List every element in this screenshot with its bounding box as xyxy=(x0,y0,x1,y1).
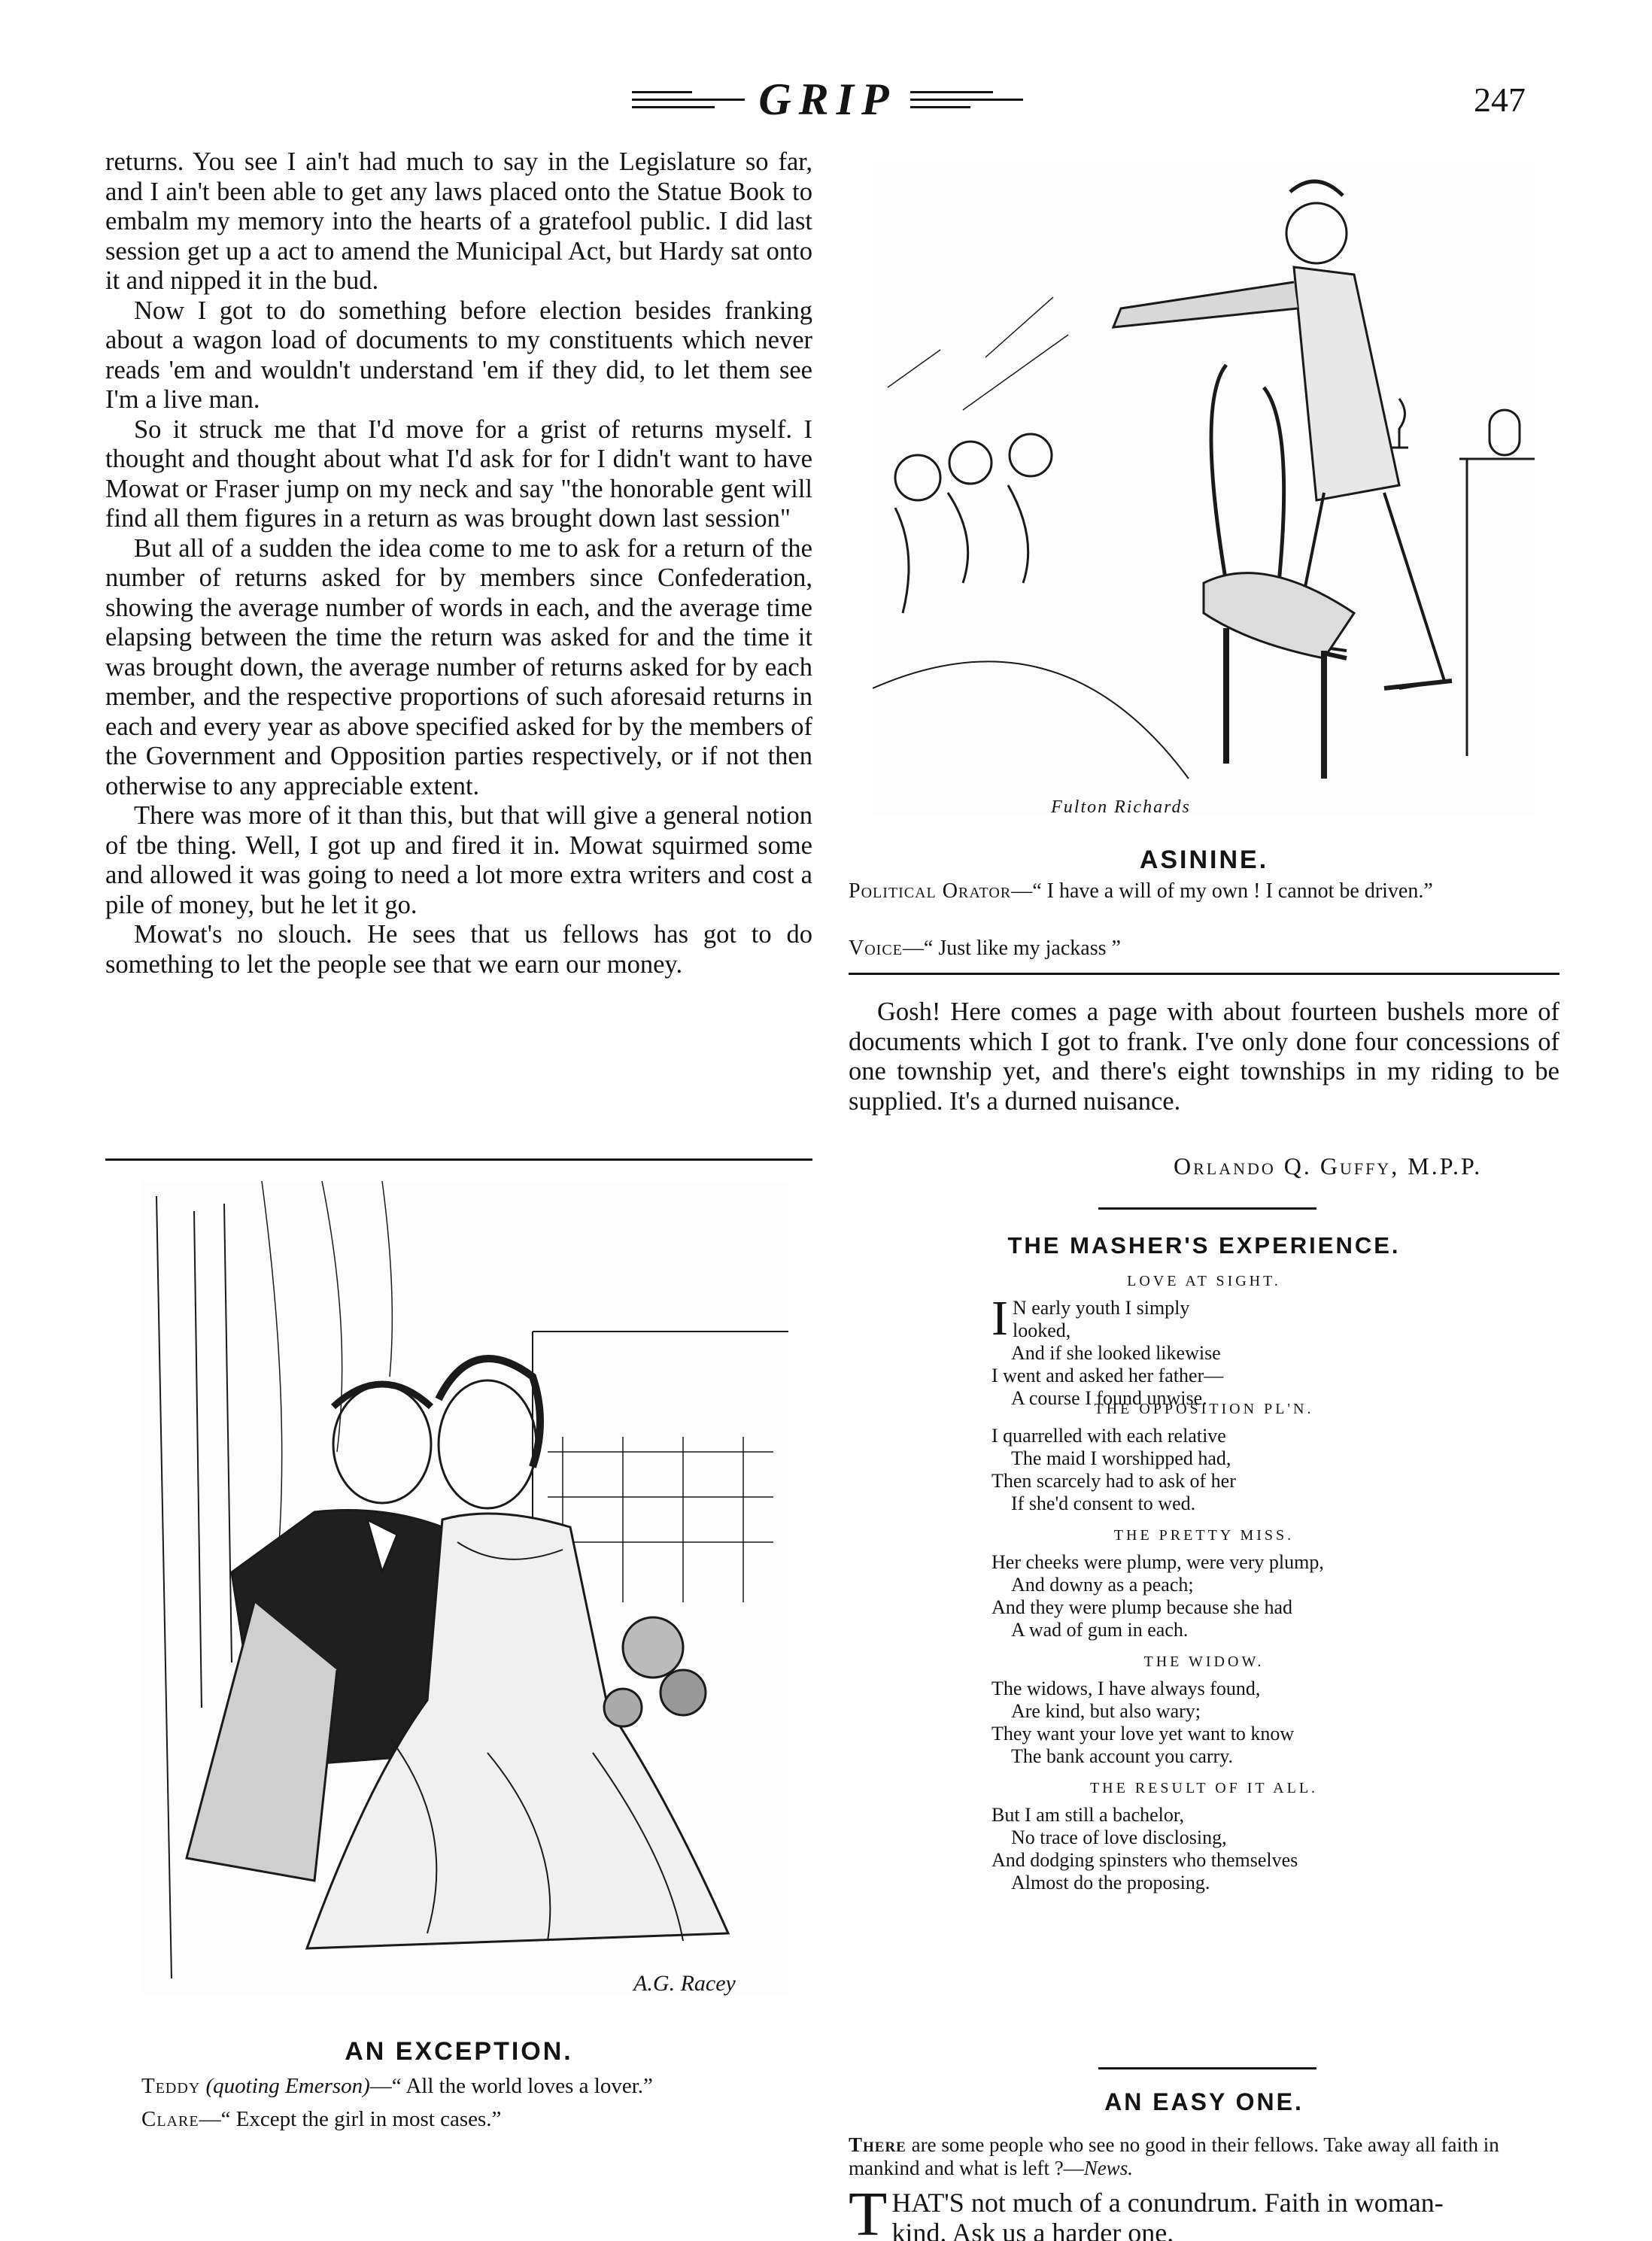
asinine-caption xyxy=(849,879,1559,904)
right-column-text xyxy=(849,998,1559,1116)
exception-drawing xyxy=(141,1181,788,1994)
poem-line: They want your love yet want to know xyxy=(992,1723,1295,1745)
poem-line: And downy as a peach; xyxy=(1011,1574,1194,1596)
paragraph: But all of a sudden the idea come to me to ask for a return of the number of returns asked for by members since Confederation, showing the average number of words in each, and the average time elapsing between the time the return was asked for and the time it was brought down, the average number of returns asked for by each member, and the respective proportions of such aforesaid returns in each and every year as above specified asked for by the members of the Government and Opposition parties respectively, or if not then otherwise to any appreciable extent. xyxy=(105,533,812,800)
poem-line: The bank account you carry. xyxy=(1011,1745,1234,1767)
poem-line: A course I found unwise. xyxy=(1011,1387,1207,1409)
paragraph: Gosh! Here comes a page with about fourteen bushels more of documents which I got to frank. I've only done four concessions of one township yet, and there's eight townships in my riding to be supplied. It's a durned nuisance. xyxy=(849,998,1559,1116)
masthead-title: GRIP xyxy=(758,74,897,124)
easy-one-question xyxy=(849,2133,1559,2180)
poem-line: Then scarcely had to ask of her xyxy=(992,1470,1236,1492)
exception-cartoon xyxy=(141,1181,788,1994)
poem-line: If she'd consent to wed. xyxy=(1011,1492,1196,1514)
paragraph: returns. You see I ain't had much to say in the Legislature so far, and I ain't been able to get any laws placed onto the Statue Book to embalm my memory into the hearts of a gratefool public. I did last session get up a act to amend the Municipal Act, but Hardy sat onto it and nipped it in the bud. xyxy=(105,147,812,295)
poem-line: No trace of love disclosing, xyxy=(1011,1827,1227,1848)
stanza-heading: THE OPPOSITION PL'N. xyxy=(1094,1401,1314,1417)
caption-speaker: Political Orator xyxy=(849,879,1012,903)
poem-line: A wad of gum in each. xyxy=(1011,1619,1189,1641)
exception-caption xyxy=(141,2073,803,2099)
poem-title: THE MASHER'S EXPERIENCE. xyxy=(1007,1232,1401,1259)
masthead xyxy=(572,69,1083,129)
page-header xyxy=(0,69,1652,129)
poem-line: But I am still a bachelor, xyxy=(992,1804,1185,1826)
asinine-drawing xyxy=(873,162,1535,816)
page-number: 247 xyxy=(1474,80,1526,119)
poem-line: Are kind, but also wary; xyxy=(1011,1700,1201,1722)
caption-speaker: Voice xyxy=(849,937,903,960)
column-divider xyxy=(849,973,1559,975)
poem-line: N early youth I simply looked, xyxy=(1012,1297,1190,1341)
column-divider xyxy=(105,1158,812,1161)
left-column-text xyxy=(105,147,812,979)
section-rule xyxy=(1098,1207,1316,1210)
answer-line: HAT'S not much of a conundrum. Faith in woman- xyxy=(891,2188,1444,2218)
caption-aside: (quoting Emerson) xyxy=(205,2074,370,2098)
stanza-1 xyxy=(992,1291,1231,1410)
drop-cap: T xyxy=(849,2179,888,2241)
asinine-title: ASININE. xyxy=(1139,846,1269,874)
stanza-5 xyxy=(992,1804,1298,1894)
poem-line: I quarrelled with each relative xyxy=(992,1425,1226,1447)
stanza-heading: THE RESULT OF IT ALL. xyxy=(1089,1780,1319,1796)
poem-line: And if she looked likewise xyxy=(1011,1342,1221,1364)
easy-one-answer xyxy=(849,2179,1559,2241)
asinine-artist-signature: Fulton Richards xyxy=(1051,797,1191,817)
stanza-3 xyxy=(992,1551,1324,1641)
paragraph: So it struck me that I'd move for a grist of returns myself. I thought and thought about what I'd ask for for I didn't want to have Mowat or Fraser jump on my neck and say "the honorable gent will find all them figures in a return as was brought down last session" xyxy=(105,414,812,533)
exception-artist-signature: A.G. Racey xyxy=(633,1971,736,1996)
caption-quote: —“ Just like my jackass ” xyxy=(902,937,1121,960)
masthead-rule-left xyxy=(632,91,745,108)
asinine-caption-2 xyxy=(849,936,1559,961)
exception-title: AN EXCEPTION. xyxy=(345,2037,573,2066)
poem-line: The maid I worshipped had, xyxy=(1011,1447,1231,1469)
stanza-2 xyxy=(992,1425,1236,1515)
masthead-rule-right xyxy=(910,91,1023,108)
asinine-cartoon xyxy=(873,162,1535,816)
poem-line: Almost do the proposing. xyxy=(1011,1872,1210,1893)
section-rule xyxy=(1098,2067,1316,2069)
caption-speaker: Teddy xyxy=(141,2074,201,2098)
poem-line: The widows, I have always found, xyxy=(992,1678,1261,1699)
paragraph: Mowat's no slouch. He sees that us fellows has got to do something to let the people see that we earn our money. xyxy=(105,920,812,979)
caption-quote: —“ I have a will of my own ! I cannot be driven.” xyxy=(1011,879,1433,903)
easy-one-title: AN EASY ONE. xyxy=(1104,2088,1304,2115)
drop-cap: I xyxy=(992,1291,1008,1346)
author-signature: Orlando Q. Guffy, M.P.P. xyxy=(1174,1152,1483,1180)
stanza-heading: THE WIDOW. xyxy=(1143,1653,1265,1670)
question-text: are some people who see no good in their fellows. Take away all faith in mankind and what is left ?— xyxy=(849,2133,1499,2179)
question-source: News. xyxy=(1083,2157,1133,2179)
caption-quote: —“ All the world loves a lover.” xyxy=(369,2074,653,2098)
caption-quote: —“ Except the girl in most cases.” xyxy=(199,2107,502,2131)
lead-word: There xyxy=(849,2133,906,2156)
paragraph: There was more of it than this, but that will give a general notion of tbe thing. Well, I got up and fired it in. Mowat squirmed some and allowed it was going to need a lot more extra writers and cost a pile of money, but he let it go. xyxy=(105,801,812,919)
poem-line: I went and asked her father— xyxy=(992,1365,1224,1386)
poem-line: Her cheeks were plump, were very plump, xyxy=(992,1551,1324,1573)
caption-speaker: Clare xyxy=(141,2107,199,2131)
stanza-4 xyxy=(992,1678,1294,1768)
stanza-heading: THE PRETTY MISS. xyxy=(1113,1527,1295,1544)
exception-caption-2 xyxy=(141,2106,803,2132)
stanza-heading: LOVE AT SIGHT. xyxy=(1127,1273,1281,1289)
answer-line: kind. Ask us a harder one. xyxy=(891,2218,1174,2241)
poem-line: And dodging spinsters who themselves xyxy=(992,1849,1298,1871)
poem-line: And they were plump because she had xyxy=(992,1596,1292,1618)
paragraph: Now I got to do something before election besides franking about a wagon load of documents to my constituents which never reads 'em and wouldn't understand 'em if they did, to let them see I'm a live man. xyxy=(105,296,812,414)
